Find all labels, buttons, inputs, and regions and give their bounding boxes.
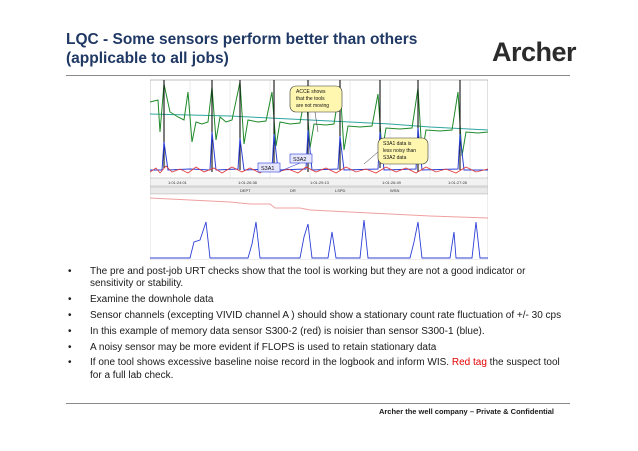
time-tick-5: 1:01:27:28: [448, 180, 467, 185]
callout-s3a1-line-3: S3A2 data: [383, 155, 407, 161]
bullet-dot-icon: •: [68, 325, 72, 337]
bullet-text: A noisy sensor may be more evident if FLOPS is used to retain stationary data: [90, 341, 437, 353]
panel-header-1: DEPT: [240, 188, 251, 193]
bullet-item: [66, 342, 566, 354]
bullet-item: [66, 310, 566, 322]
bullet-dot-icon: •: [68, 310, 72, 321]
bullet-text: Examine the downhole data: [90, 294, 214, 306]
bullet-text: In this example of memory data sensor S300-2 (red) is noisier than sensor S300-1 (blue).: [90, 325, 485, 337]
bullet-text: Sensor channels (excepting VIVID channel A ) should show a stationary count rate fluctuation of +/- 30 cps: [90, 310, 562, 321]
bullet-dot-icon: •: [68, 357, 72, 369]
panel-header-4: WSN: [390, 188, 400, 193]
bullet-item: [66, 294, 566, 306]
title-line-2: (applicable to all jobs): [66, 50, 229, 67]
panel-header-3: LSPD: [335, 188, 346, 193]
bullet-text: If one tool shows excessive baseline noise record in the logbook and inform WIS.: [90, 357, 452, 369]
time-tick-2: 1:01:26:38: [238, 180, 257, 185]
footer-divider: [66, 403, 570, 404]
bullet-dot-icon: •: [68, 294, 72, 306]
title-line-1: LQC - Some sensors perform better than others: [66, 31, 418, 48]
label-s3a1: [258, 163, 280, 172]
bullet-dot-icon: •: [68, 266, 72, 277]
bullet-list: [66, 266, 566, 386]
sensor-log-figure: [150, 72, 488, 260]
archer-logo: Archer: [492, 37, 577, 67]
bullet-item: [66, 266, 566, 291]
time-tick-4: 1:01:26:49: [382, 180, 401, 185]
time-tick-3: 1:01:29:13: [310, 180, 329, 185]
bullet-text-after: the suspect tool for a full lab check.: [90, 357, 560, 381]
callout-s3a1-line-2: less noisy than: [383, 148, 417, 154]
footer-text: Archer the well company – Private & Confidential: [378, 407, 554, 416]
panel-header-2: DR: [290, 188, 296, 193]
lower-panel: [150, 194, 488, 260]
callout-acce-line-1: ACCE shows: [296, 89, 326, 95]
callout-acce-line-2: that the tools: [296, 96, 325, 102]
label-s3a2-text: S3A2: [293, 157, 307, 163]
callout-s3a1-line-1: S3A1 data is: [383, 141, 412, 147]
bullet-dot-icon: •: [68, 341, 72, 353]
time-tick-1: 1:01:24:01: [168, 180, 187, 185]
bullet-text: The pre and post-job URT checks show that the tool is working but they are not a good indicator or sensitivity or stability.: [90, 266, 526, 290]
bullet-item: [66, 357, 566, 382]
red-tag-text: Red tag: [451, 357, 487, 369]
callout-acce-line-3: are not moving: [296, 103, 330, 109]
label-s3a1-text: S3A1: [261, 166, 275, 172]
bullet-item: [66, 326, 566, 338]
slide-title: [66, 30, 466, 68]
